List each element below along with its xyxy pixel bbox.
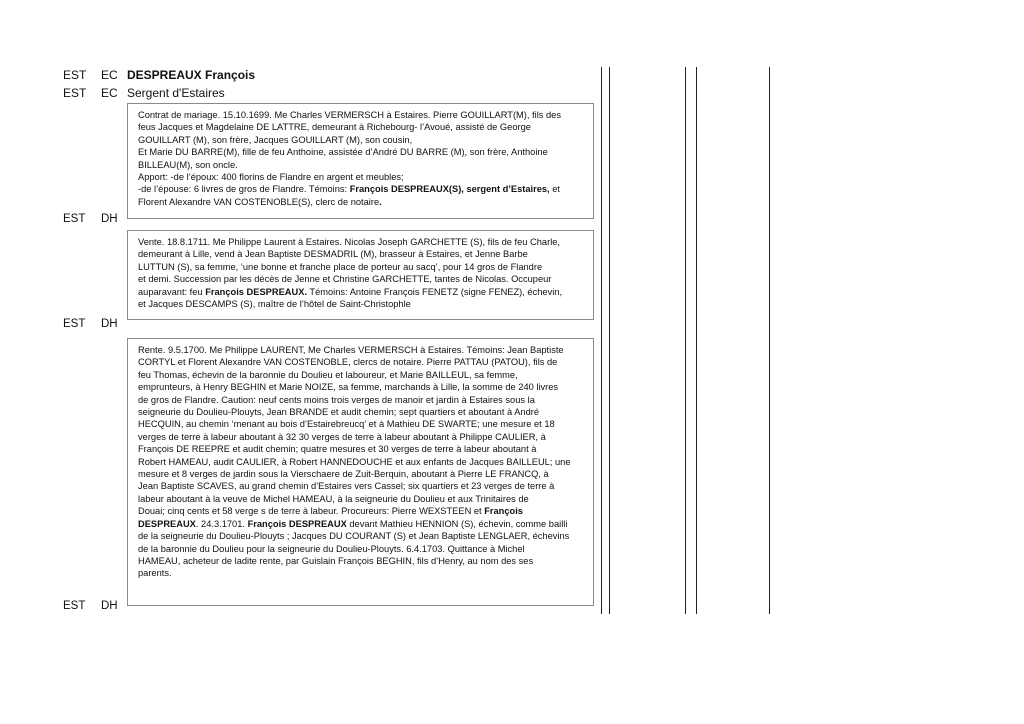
text-run: labeur aboutant à la veuve de Michel HAMEAU, à la seigneurie du Doulieu et aux Trinitaires de bbox=[138, 493, 529, 504]
text-run: emprunteurs, à Henry BEGHIN et Marie NOIZE, sa femme, marchands à Lille, la somme de 240 livres bbox=[138, 382, 559, 393]
person-name: DESPREAUX François bbox=[127, 68, 256, 82]
entry-line bbox=[138, 121, 585, 133]
entry-line bbox=[138, 456, 585, 468]
column-rule bbox=[685, 67, 686, 614]
text-run: GOUILLART (M), son frère, Jacques GOUILLART (M), son cousin, bbox=[138, 134, 413, 145]
entry-line bbox=[138, 468, 585, 480]
entry-line bbox=[138, 567, 585, 579]
entry-line bbox=[138, 543, 585, 555]
bold-text: . bbox=[379, 196, 382, 207]
entry-line bbox=[138, 248, 585, 260]
text-run: et demi. Succession par les décès de Jenne et Christine GARCHETTE, tantes de Nicolas. Occupeur bbox=[138, 274, 552, 285]
entry-line bbox=[138, 493, 585, 505]
entry-line bbox=[138, 518, 585, 530]
entry-3-label bbox=[63, 599, 118, 613]
entry-line bbox=[138, 236, 585, 248]
entry-line bbox=[138, 183, 585, 195]
column-rule bbox=[769, 67, 770, 614]
header-1-col1: EST bbox=[63, 68, 87, 82]
column-rule bbox=[696, 67, 697, 614]
entry-line bbox=[138, 134, 585, 146]
bold-text: François DESPREAUX. bbox=[205, 286, 307, 297]
entry-line bbox=[138, 431, 585, 443]
entry-line bbox=[138, 146, 585, 158]
text-run: Jean Baptiste SCAVES, au grand chemin d’Estaires vers Cassel; six quartiers et 23 verges de terre à bbox=[138, 481, 555, 492]
text-run: HECQUIN, au chemin ‘menant au bois d’Estairebreucq’ et à Mathieu DE SWARTE; une mesure et 18 bbox=[138, 419, 555, 430]
entry-2-label bbox=[63, 317, 118, 331]
entry-line bbox=[138, 356, 585, 368]
entry-line bbox=[138, 171, 585, 183]
text-run: BILLEAU(M), son oncle. bbox=[138, 159, 238, 170]
text-run: feu Thomas, échevin de la baronnie du Doulieu et laboureur, et Marie BAILLEUL, sa femme, bbox=[138, 369, 518, 380]
entry-3-col1: EST bbox=[63, 600, 86, 612]
entry-2-col2: DH bbox=[101, 318, 118, 330]
text-run: devant Mathieu HENNION (S), échevin, comme bailli bbox=[346, 518, 568, 529]
entry-2-col1: EST bbox=[63, 318, 86, 330]
person-title: Sergent d'Estaires bbox=[127, 86, 225, 100]
text-run: Rente. 9.5.1700. Me Philippe LAURENT, Me Charles VERMERSCH à Estaires. Témoins: Jean Baptiste bbox=[138, 345, 564, 355]
entry-line bbox=[138, 443, 585, 455]
text-run: verges de terre à labeur aboutant à 32 30 verges de terre à labeur aboutant à Philippe CAULIER, à bbox=[138, 431, 546, 442]
entry-line bbox=[138, 344, 585, 356]
text-run: Témoins: Antoine François FENETZ (signe FENEZ), échevin, bbox=[306, 286, 563, 297]
text-run: auparavant: feu bbox=[138, 286, 206, 297]
text-run: -de l’épouse: 6 livres de gros de Flandre. Témoins: bbox=[138, 184, 350, 195]
entry-line bbox=[138, 530, 585, 542]
text-run: HAMEAU, acheteur de ladite rente, par Guislain François BEGHIN, fils d’Henry, au nom des ses bbox=[138, 555, 534, 566]
header-1-col2: EC bbox=[101, 68, 118, 82]
column-rule bbox=[601, 67, 602, 614]
text-run: parents. bbox=[138, 568, 172, 579]
entry-1-label bbox=[63, 212, 118, 226]
entry-line bbox=[138, 480, 585, 492]
entry-line bbox=[138, 394, 585, 406]
bold-text: François DESPREAUX bbox=[247, 518, 347, 529]
text-run: de la baronnie du Doulieu pour la seigneurie du Doulieu-Plouyts. 6.4.1703. Quittance à Michel bbox=[138, 543, 525, 554]
entry-line bbox=[138, 369, 585, 381]
entry-3-col2: DH bbox=[101, 600, 118, 612]
text-run: et bbox=[549, 184, 560, 195]
entry-1-col1: EST bbox=[63, 213, 86, 225]
entry-1-box bbox=[127, 103, 594, 219]
entry-line bbox=[138, 406, 585, 418]
text-run: Douai; cinq cents et 58 verge s de terre à labeur. Procureurs: Pierre WEXSTEEN et bbox=[138, 506, 485, 517]
text-run: . 24.3.1701. bbox=[195, 518, 248, 529]
entry-line bbox=[138, 286, 585, 298]
header-2-col1: EST bbox=[63, 86, 87, 100]
text-run: et Jacques DESCAMPS (S), maître de l’hôtel de Saint-Christophle bbox=[138, 299, 411, 310]
text-run: mesure et 8 verges de jardin sous la Vierschaere de Zuit-Berquin, aboutant à Pierre LE FRANCQ, à bbox=[138, 469, 549, 480]
bold-text: François DESPREAUX(S), sergent d’Estaires, bbox=[349, 184, 550, 195]
text-run: CORTYL et Florent Alexandre VAN COSTENOBLE, clercs de notaire. Pierre PATTAU (PATOU), fils de bbox=[138, 357, 558, 368]
text-run: de la seigneurie du Doulieu-Plouyts ; Jacques DU COURANT (S) et Jean Baptiste LENGLAER, échevins bbox=[138, 531, 570, 542]
entry-3-box bbox=[127, 338, 594, 606]
entry-line bbox=[138, 298, 585, 310]
bold-text: DESPREAUX bbox=[138, 518, 196, 529]
column-rule bbox=[609, 67, 610, 614]
entry-1-col2: DH bbox=[101, 213, 118, 225]
entry-line bbox=[138, 381, 585, 393]
text-run: Florent Alexandre VAN COSTENOBLE(S), clerc de notaire bbox=[138, 196, 380, 207]
text-run: feus Jacques et Magdelaine DE LATTRE, demeurant à Richebourg- l’Avoué, assisté de George bbox=[138, 122, 531, 133]
entry-line bbox=[138, 555, 585, 567]
text-run: Et Marie DU BARRE(M), fille de feu Anthoine, assistée d’André DU BARRE (M), son frère, Anthoine bbox=[138, 147, 548, 158]
text-run: François DE REEPRE et audit chemin; quatre mesures et 30 verges de terre à labeur aboutant à bbox=[138, 444, 537, 455]
text-run: de gros de Flandre. Caution: neuf cents moins trois verges de manoir et jardin à Estaires sous la bbox=[138, 394, 535, 405]
entry-2-text bbox=[138, 236, 585, 310]
text-run: LUTTUN (S), sa femme, ‘une bonne et franche place de porteur au sacq’, pour 14 gros de Flandre bbox=[138, 261, 543, 272]
text-run: demeurant à Lille, vend à Jean Baptiste DESMADRIL (M), brasseur à Estaires, et Jenne Barbe bbox=[138, 249, 528, 260]
entry-line bbox=[138, 196, 585, 208]
entry-line bbox=[138, 159, 585, 171]
text-run: Robert HAMEAU, audit CAULIER, à Robert HANNEDOUCHE et aux enfants de Jacques BAILLEUL; une bbox=[138, 456, 571, 467]
entry-1-text bbox=[138, 109, 585, 208]
text-run: seigneurie du Doulieu-Plouyts, Jean BRANDE et audit chemin; sept quartiers et aboutant à André bbox=[138, 407, 540, 418]
entry-line bbox=[138, 109, 585, 121]
text-run: Apport: -de l’époux: 400 florins de Flandre en argent et meubles; bbox=[138, 172, 404, 183]
entry-2-box bbox=[127, 230, 594, 320]
text-run: Contrat de mariage. 15.10.1699. Me Charles VERMERSCH à Estaires. Pierre GOUILLART(M), fils des bbox=[138, 110, 561, 120]
text-run: Vente. 18.8.1711. Me Philippe Laurent à Estaires. Nicolas Joseph GARCHETTE (S), fils de feu Charle, bbox=[138, 237, 561, 247]
entry-3-text bbox=[138, 344, 585, 580]
header-2-col2: EC bbox=[101, 86, 118, 100]
bold-text: François bbox=[484, 506, 523, 517]
entry-line bbox=[138, 505, 585, 517]
entry-line bbox=[138, 418, 585, 430]
entry-line bbox=[138, 261, 585, 273]
entry-line bbox=[138, 273, 585, 285]
